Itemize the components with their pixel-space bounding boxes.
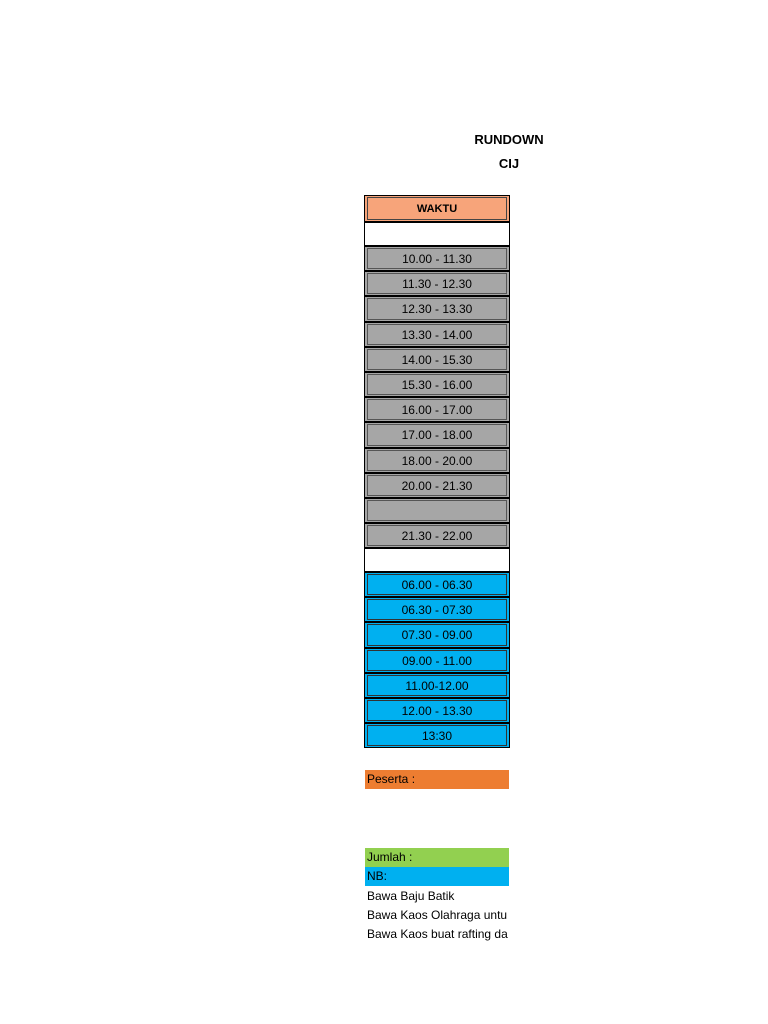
time-cell: 09.00 - 11.00 — [367, 650, 507, 671]
table-row — [364, 698, 510, 723]
table-row — [364, 347, 510, 372]
day2-spacer-row — [364, 548, 510, 572]
time-cell: 06.30 - 07.30 — [367, 599, 507, 620]
time-cell: 18.00 - 20.00 — [367, 450, 507, 471]
peserta-label: Peserta : — [365, 770, 509, 789]
table-header-waktu: WAKTU — [367, 197, 507, 220]
time-cell: 12.00 - 13.30 — [367, 700, 507, 721]
time-cell: 13:30 — [367, 725, 507, 746]
time-cell: 17.00 - 18.00 — [367, 424, 507, 445]
table-row — [364, 648, 510, 673]
day1-rows — [364, 246, 510, 548]
schedule-table — [364, 195, 510, 748]
document-title: RUNDOWN — [474, 132, 544, 147]
table-row — [364, 673, 510, 698]
table-row — [364, 622, 510, 647]
time-cell: 07.30 - 09.00 — [367, 624, 507, 645]
table-row — [364, 473, 510, 498]
table-row — [364, 498, 510, 523]
time-cell: 12.30 - 13.30 — [367, 298, 507, 319]
time-cell: 14.00 - 15.30 — [367, 349, 507, 370]
table-row — [364, 322, 510, 347]
time-cell: 06.00 - 06.30 — [367, 574, 507, 595]
table-row — [364, 372, 510, 397]
note-item: Bawa Kaos buat rafting da — [367, 927, 508, 941]
table-row — [364, 572, 510, 597]
table-row — [364, 246, 510, 271]
time-cell: 15.30 - 16.00 — [367, 374, 507, 395]
table-row — [364, 597, 510, 622]
time-cell: 20.00 - 21.30 — [367, 475, 507, 496]
time-cell: 10.00 - 11.30 — [367, 248, 507, 269]
table-row — [364, 271, 510, 296]
time-cell: 21.30 - 22.00 — [367, 525, 507, 546]
note-item: Bawa Kaos Olahraga untu — [367, 908, 508, 922]
time-cell: 11.00-12.00 — [367, 675, 507, 696]
document-subtitle: CIJ — [498, 156, 520, 171]
jumlah-label: Jumlah : — [365, 848, 509, 867]
table-row — [364, 422, 510, 447]
day2-rows — [364, 572, 510, 748]
time-cell: 13.30 - 14.00 — [367, 324, 507, 345]
note-item: Bawa Baju Batik — [367, 889, 455, 903]
table-header-cell — [364, 195, 510, 222]
time-cell: 16.00 - 17.00 — [367, 399, 507, 420]
time-cell — [367, 500, 507, 521]
table-row — [364, 448, 510, 473]
table-row — [364, 296, 510, 321]
nb-label: NB: — [365, 867, 509, 886]
table-row — [364, 523, 510, 548]
table-row — [364, 723, 510, 748]
table-row — [364, 397, 510, 422]
time-cell: 11.30 - 12.30 — [367, 273, 507, 294]
day1-spacer-row — [364, 222, 510, 246]
